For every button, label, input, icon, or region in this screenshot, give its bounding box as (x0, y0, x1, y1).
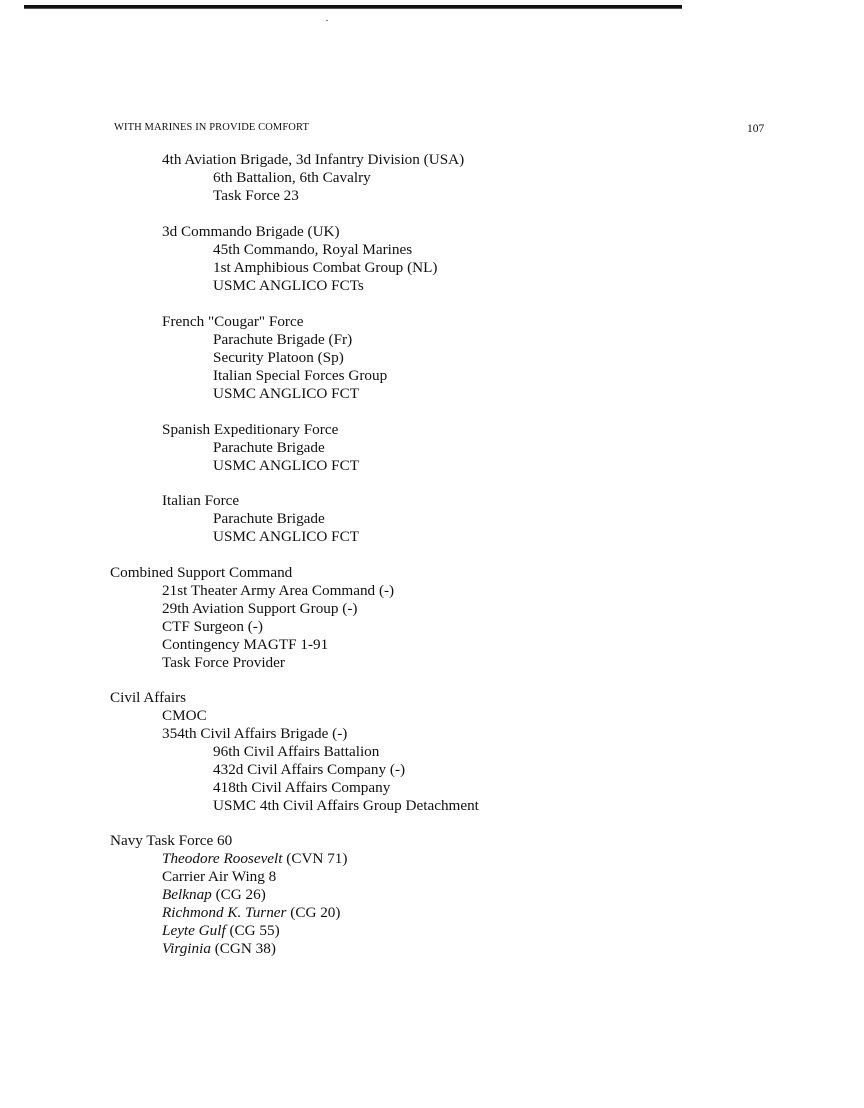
ship-name: Belknap (162, 886, 212, 903)
list-item (162, 850, 347, 868)
page-number: 107 (747, 123, 765, 135)
list-item: Task Force Provider (162, 654, 285, 671)
list-item: CMOC (162, 707, 207, 724)
list-item: 432d Civil Affairs Company (-) (213, 761, 406, 778)
hull-number: (CG 55) (225, 922, 280, 939)
list-item: CTF Surgeon (-) (162, 618, 263, 635)
list-item: Security Platoon (Sp) (213, 349, 344, 366)
list-item: USMC ANGLICO FCT (213, 457, 359, 474)
list-item: 4th Aviation Brigade, 3d Infantry Division (USA) (162, 151, 465, 168)
list-item: USMC ANGLICO FCT (213, 528, 359, 545)
list-item: Italian Special Forces Group (213, 367, 388, 384)
list-item: French "Cougar" Force (162, 313, 304, 330)
list-item: 29th Aviation Support Group (-) (162, 600, 358, 617)
hull-number: (CG 20) (286, 904, 341, 921)
ship-name: Richmond K. Turner (162, 904, 287, 921)
list-item: USMC 4th Civil Affairs Group Detachment (213, 797, 479, 814)
list-item (162, 940, 276, 958)
list-item: Parachute Brigade (Fr) (213, 331, 353, 348)
list-item: Combined Support Command (110, 564, 293, 581)
list-item (162, 904, 340, 922)
list-item: USMC ANGLICO FCT (213, 385, 359, 402)
list-item (162, 922, 280, 940)
list-item: Carrier Air Wing 8 (162, 868, 277, 885)
list-item: 21st Theater Army Area Command (-) (162, 582, 395, 599)
list-item: Civil Affairs (110, 689, 187, 706)
list-item: 418th Civil Affairs Company (213, 779, 391, 796)
hull-number: (CVN 71) (282, 850, 348, 867)
ship-name: Virginia (162, 940, 211, 957)
list-item: Parachute Brigade (213, 510, 325, 527)
list-item: Navy Task Force 60 (110, 832, 233, 849)
hull-number: (CGN 38) (210, 940, 276, 957)
list-item: 6th Battalion, 6th Cavalry (213, 169, 371, 186)
ship-name: Theodore Roosevelt (162, 850, 283, 867)
hull-number: (CG 26) (211, 886, 266, 903)
top-rule-shadow (24, 8, 682, 9)
list-item: 1st Amphibious Combat Group (NL) (213, 259, 438, 276)
list-item: 3d Commando Brigade (UK) (162, 223, 340, 240)
running-head: WITH MARINES IN PROVIDE COMFORT (114, 122, 309, 133)
list-item: 96th Civil Affairs Battalion (213, 743, 380, 760)
list-item: Parachute Brigade (213, 439, 325, 456)
list-item: 354th Civil Affairs Brigade (-) (162, 725, 348, 742)
list-item: Spanish Expeditionary Force (162, 421, 339, 438)
ship-name: Leyte Gulf (162, 922, 226, 939)
list-item: Task Force 23 (213, 187, 299, 204)
list-item: Contingency MAGTF 1-91 (162, 636, 329, 653)
list-item (162, 886, 266, 904)
list-item: USMC ANGLICO FCTs (213, 277, 364, 294)
list-item: 45th Commando, Royal Marines (213, 241, 413, 258)
scan-speck (326, 20, 328, 21)
list-item: Italian Force (162, 492, 240, 509)
